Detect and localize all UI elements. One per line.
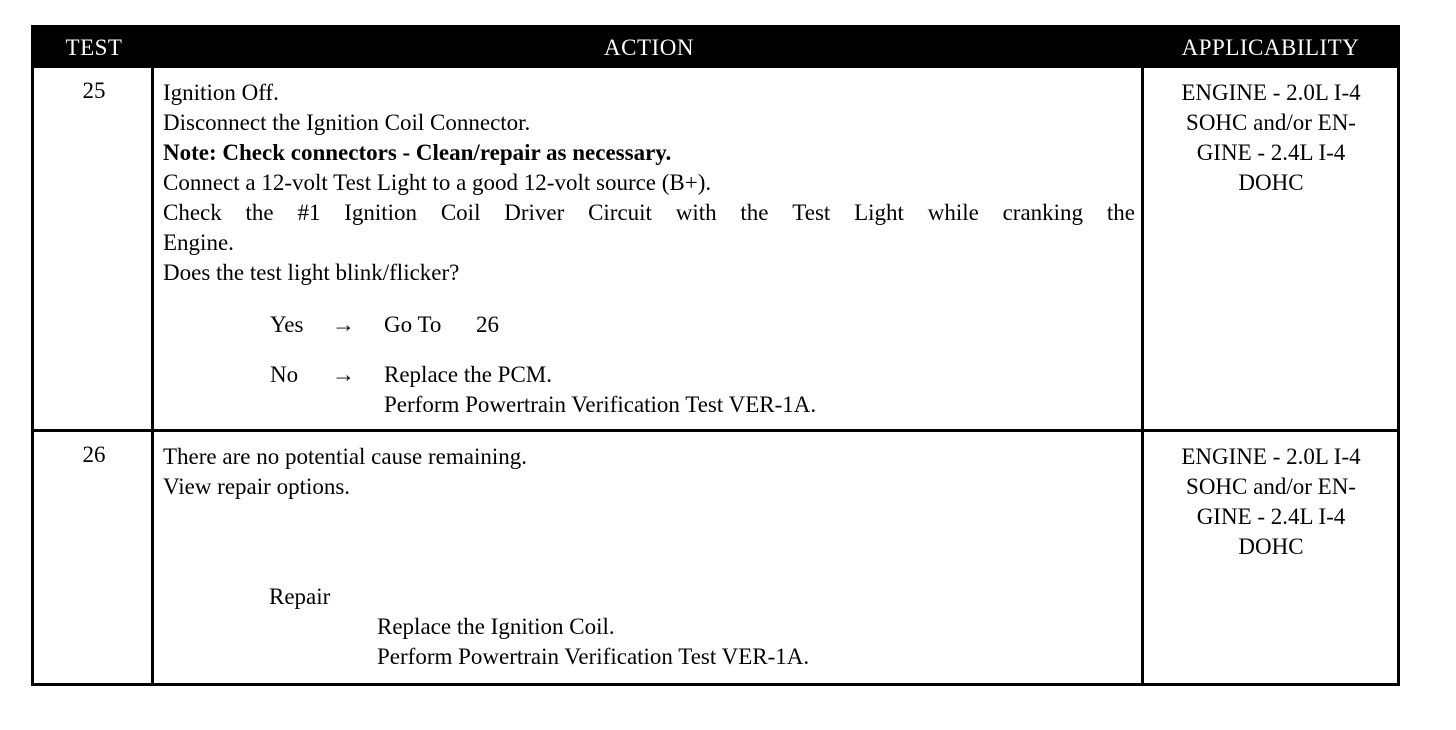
action-line: Ignition Off. [163,80,279,105]
table-row [34,432,1397,683]
word: Light [854,200,904,225]
word: while [927,200,979,225]
word: #1 [297,200,321,225]
applicability-line: DOHC [1238,534,1304,559]
action-cell [163,442,1138,502]
applicability-line: GINE - 2.4L I-4 [1196,140,1346,165]
header-applicability: APPLICABILITY [1181,35,1360,60]
table-header [34,28,1397,68]
word: Test [792,200,831,225]
applicability-cell [1146,78,1396,198]
yes-action: Go To [384,312,442,337]
word: cranking [1002,200,1084,225]
action-cell [163,78,1138,288]
repair-step: Perform Powertrain Verification Test VER-1A. [377,644,810,669]
action-line: View repair options. [163,474,351,499]
word: the [1106,200,1135,225]
header-test: TEST [65,35,123,60]
word: Driver [504,200,565,225]
action-note: Note: Check connectors - Clean/repair as necessary. [163,140,672,165]
diagnostic-table [31,25,1400,686]
action-line: Engine. [163,230,234,255]
word: with [675,200,717,225]
header-action: ACTION [604,35,694,60]
action-question: Does the test light blink/flicker? [163,260,460,285]
word: Ignition [344,200,418,225]
yes-label: Yes [270,312,304,337]
action-line-justified [163,198,1135,228]
test-number: 25 [82,78,106,103]
arrow-icon: → [332,362,355,387]
arrow-icon: → [332,312,355,337]
test-number: 26 [82,442,106,467]
applicability-line: SOHC and/or EN- [1186,474,1356,499]
no-action: Perform Powertrain Verification Test VER-1A. [384,392,817,417]
applicability-line: ENGINE - 2.0L I-4 [1181,444,1361,469]
repair-step: Replace the Ignition Coil. [377,614,615,639]
action-line: Connect a 12-volt Test Light to a good 12-volt source (B+). [163,170,712,195]
applicability-cell [1146,442,1396,562]
word: the [740,200,769,225]
action-line: There are no potential cause remaining. [163,444,528,469]
action-line: Disconnect the Ignition Coil Connector. [163,110,531,135]
repair-label: Repair [269,584,331,609]
applicability-line: SOHC and/or EN- [1186,110,1356,135]
applicability-line: ENGINE - 2.0L I-4 [1181,80,1361,105]
applicability-line: GINE - 2.4L I-4 [1196,504,1346,529]
no-action: Replace the PCM. [384,362,552,387]
applicability-line: DOHC [1238,170,1304,195]
word: Coil [440,200,481,225]
word: the [245,200,274,225]
word: Circuit [588,200,652,225]
yes-target: 26 [476,312,499,337]
table-row [34,68,1397,429]
word: Check [163,200,222,225]
no-label: No [270,362,299,387]
